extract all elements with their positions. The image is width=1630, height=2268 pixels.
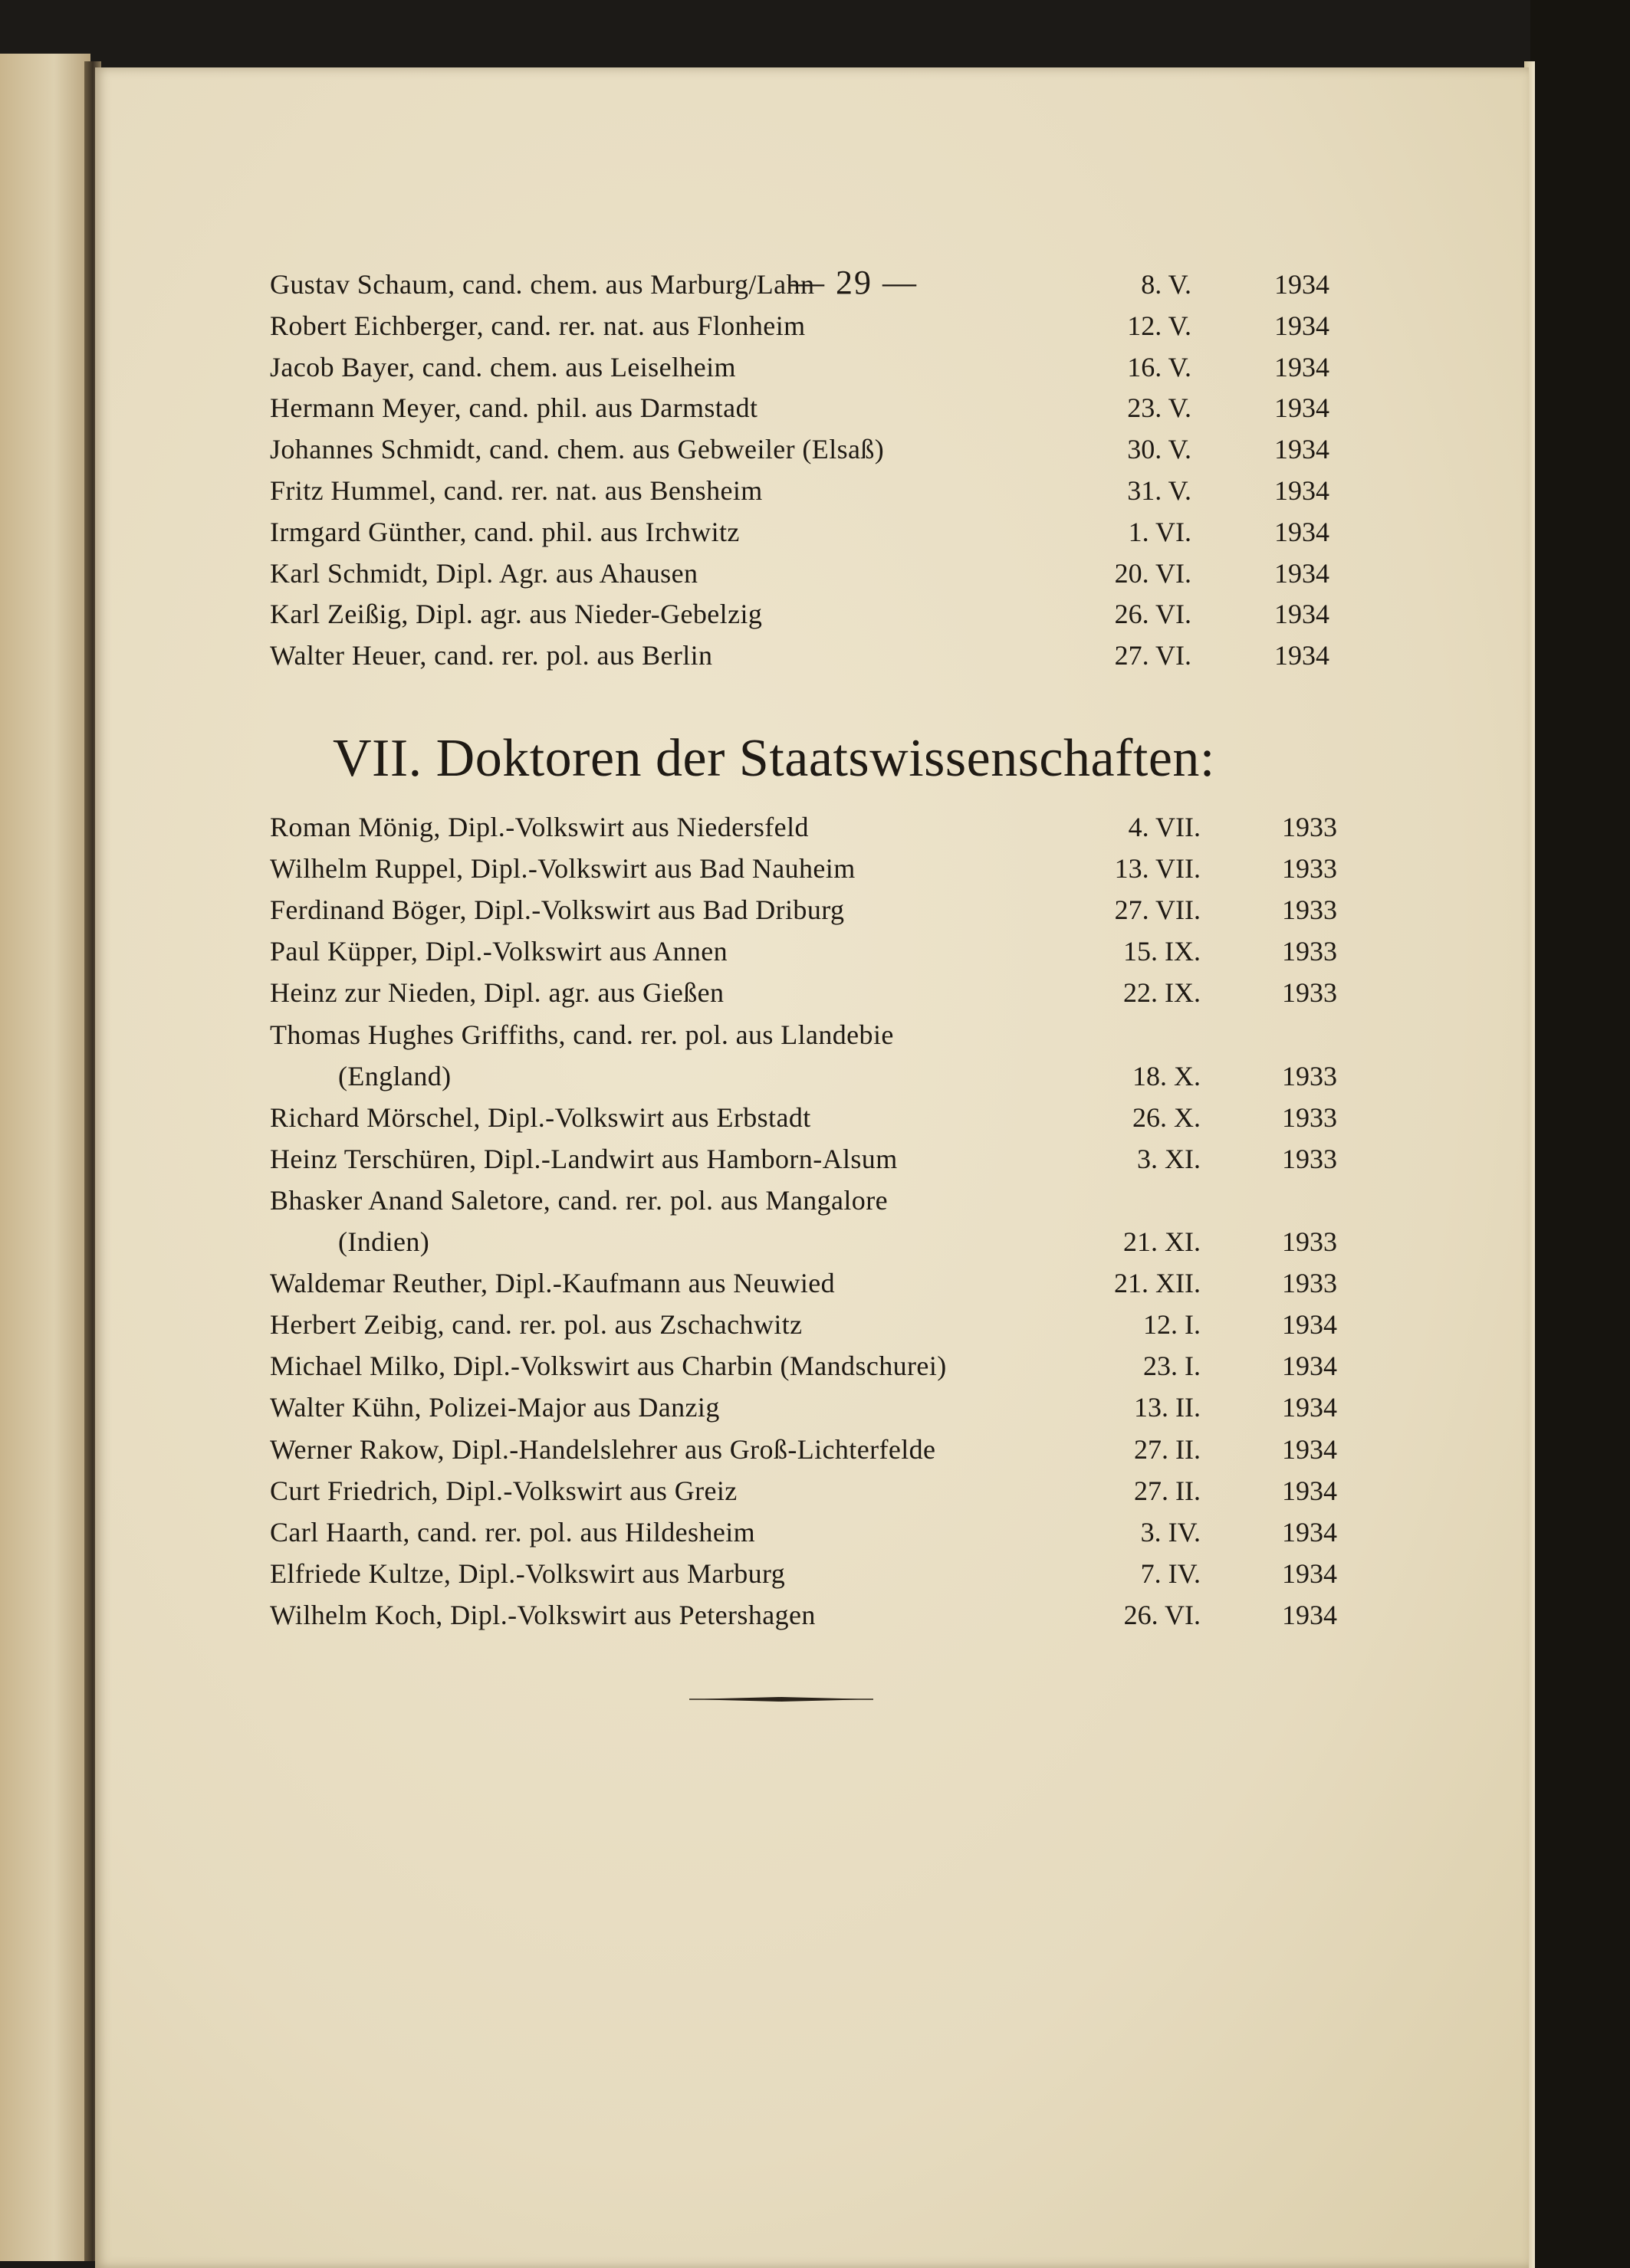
entry-year: 1934	[1282, 1351, 1337, 1382]
entry-date: 26. VI.	[1114, 599, 1191, 630]
list-entry	[95, 1475, 1529, 1516]
entry-date: 27. II.	[1134, 1475, 1201, 1506]
book-page	[95, 67, 1529, 2268]
list-entry	[95, 852, 1529, 894]
entry-date: 16. V.	[1127, 351, 1191, 382]
entry-name: Heinz zur Nieden, Dipl. agr. aus Gießen	[270, 977, 725, 1009]
list-entry	[95, 1060, 1529, 1101]
entry-year: 1933	[1282, 894, 1337, 926]
entry-date: 26. VI.	[1123, 1599, 1201, 1630]
entry-date: 18. X.	[1132, 1060, 1201, 1091]
entry-name: Carl Haarth, cand. rer. pol. aus Hildesheim	[270, 1516, 756, 1548]
entry-name: Robert Eichberger, cand. rer. nat. aus Flonheim	[270, 310, 806, 341]
list-entry	[95, 1184, 1529, 1226]
entry-date: 15. IX.	[1123, 936, 1201, 967]
list-entry	[95, 1391, 1529, 1433]
entry-date: 3. XI.	[1137, 1143, 1201, 1174]
entry-year: 1933	[1282, 812, 1337, 842]
entry-year: 1933	[1282, 1143, 1337, 1174]
entry-date: 13. VII.	[1114, 853, 1201, 885]
page-number: — 29 —	[790, 264, 918, 301]
entry-name: Wilhelm Koch, Dipl.-Volkswirt aus Petershagen	[270, 1599, 816, 1630]
entry-date: 7. IV.	[1140, 1557, 1201, 1589]
entry-name: (Indien)	[338, 1226, 430, 1257]
list-entry	[95, 310, 1529, 351]
entry-year: 1933	[1282, 853, 1337, 885]
entry-year: 1933	[1282, 1268, 1337, 1299]
section-heading: VII. Doktoren der Staatswissenschaften:	[333, 729, 1215, 788]
entry-year: 1933	[1282, 1101, 1337, 1133]
entry-year: 1934	[1274, 269, 1329, 300]
entry-name: Elfriede Kultze, Dipl.-Volkswirt aus Marburg	[270, 1557, 786, 1589]
list-entry	[95, 1433, 1529, 1475]
list-entry	[95, 935, 1529, 976]
entry-date: 20. VI.	[1114, 557, 1191, 589]
list-entry	[95, 1101, 1529, 1143]
list-entry	[95, 1267, 1529, 1308]
entry-date: 27. II.	[1134, 1433, 1201, 1465]
entry-date: 4. VII.	[1128, 812, 1201, 842]
previous-page-edge	[0, 54, 90, 2261]
entry-name: Jacob Bayer, cand. chem. aus Leiselheim	[270, 351, 736, 382]
entry-date: 3. IV.	[1140, 1516, 1201, 1548]
entry-year: 1933	[1282, 1060, 1337, 1091]
list-entry	[95, 598, 1529, 639]
list-entry	[95, 1599, 1529, 1640]
list-entry	[95, 1226, 1529, 1267]
entry-year: 1934	[1274, 351, 1329, 382]
entry-name: Walter Heuer, cand. rer. pol. aus Berlin	[270, 640, 713, 671]
entry-year: 1934	[1274, 516, 1329, 547]
entry-year: 1934	[1282, 1475, 1337, 1506]
list-entry	[95, 1516, 1529, 1557]
entry-date: 27. VII.	[1114, 894, 1201, 926]
list-entry	[95, 557, 1529, 599]
entry-name: Ferdinand Böger, Dipl.-Volkswirt aus Bad Driburg	[270, 894, 845, 926]
entry-name: Karl Schmidt, Dipl. Agr. aus Ahausen	[270, 557, 698, 589]
entry-date: 8. V.	[1141, 269, 1191, 300]
entry-date: 31. V.	[1127, 475, 1191, 506]
list-entry	[95, 268, 1529, 310]
entry-year: 1934	[1282, 1516, 1337, 1548]
entry-name: Johannes Schmidt, cand. chem. aus Gebweiler (Elsaß)	[270, 434, 885, 465]
list-entry	[95, 894, 1529, 935]
entry-date: 1. VI.	[1128, 516, 1191, 547]
entry-name: Curt Friedrich, Dipl.-Volkswirt aus Greiz	[270, 1475, 738, 1506]
list-entry	[95, 811, 1529, 852]
entry-year: 1934	[1274, 557, 1329, 589]
entry-year: 1934	[1282, 1433, 1337, 1465]
list-entry	[95, 639, 1529, 681]
list-entry	[95, 351, 1529, 392]
entry-year: 1934	[1274, 310, 1329, 341]
entry-date: 23. I.	[1143, 1351, 1201, 1382]
entry-year: 1934	[1282, 1392, 1337, 1423]
scanner-background	[1530, 0, 1630, 2268]
entry-year: 1934	[1274, 599, 1329, 630]
entry-name: Waldemar Reuther, Dipl.-Kaufmann aus Neuwied	[270, 1268, 836, 1299]
list-entry	[95, 1350, 1529, 1391]
list-entry	[95, 516, 1529, 557]
entry-year: 1933	[1282, 977, 1337, 1009]
entry-name: Michael Milko, Dipl.-Volkswirt aus Charbin (Mandschurei)	[270, 1351, 947, 1382]
entry-date: 27. VI.	[1114, 640, 1191, 671]
entry-name: Hermann Meyer, cand. phil. aus Darmstadt	[270, 392, 758, 424]
list-entry	[95, 392, 1529, 433]
entry-year: 1933	[1282, 936, 1337, 967]
entry-date: 13. II.	[1134, 1392, 1201, 1423]
entry-name: Walter Kühn, Polizei-Major aus Danzig	[270, 1392, 720, 1423]
page-content	[95, 67, 1529, 2268]
entry-name: (England)	[338, 1060, 452, 1091]
entry-year: 1934	[1274, 640, 1329, 671]
entry-date: 23. V.	[1127, 392, 1191, 424]
entry-name: Gustav Schaum, cand. chem. aus Marburg/Lahn	[270, 269, 815, 300]
entry-year: 1934	[1274, 475, 1329, 506]
entry-name: Thomas Hughes Griffiths, cand. rer. pol. aus Llandebie	[270, 1019, 894, 1050]
entry-year: 1933	[1282, 1226, 1337, 1257]
list-entry	[95, 976, 1529, 1018]
list-entry	[95, 474, 1529, 516]
entry-name: Heinz Terschüren, Dipl.-Landwirt aus Hamborn-Alsum	[270, 1143, 898, 1174]
list-entry	[95, 1143, 1529, 1184]
entry-date: 21. XII.	[1114, 1268, 1201, 1299]
entry-year: 1934	[1282, 1309, 1337, 1341]
entry-date: 30. V.	[1127, 434, 1191, 465]
entry-date: 22. IX.	[1123, 977, 1201, 1009]
entry-name: Karl Zeißig, Dipl. agr. aus Nieder-Gebelzig	[270, 599, 763, 630]
entry-name: Wilhelm Ruppel, Dipl.-Volkswirt aus Bad Nauheim	[270, 853, 856, 885]
entry-year: 1934	[1274, 434, 1329, 465]
entry-name: Fritz Hummel, cand. rer. nat. aus Bensheim	[270, 475, 763, 506]
list-entry	[95, 433, 1529, 474]
entry-year: 1934	[1274, 392, 1329, 424]
entry-date: 12. V.	[1127, 310, 1191, 341]
entry-date: 26. X.	[1132, 1101, 1201, 1133]
entry-name: Herbert Zeibig, cand. rer. pol. aus Zschachwitz	[270, 1309, 803, 1341]
entry-name: Irmgard Günther, cand. phil. aus Irchwitz	[270, 516, 740, 547]
entry-date: 21. XI.	[1123, 1226, 1201, 1257]
entry-name: Roman Mönig, Dipl.-Volkswirt aus Niedersfeld	[270, 812, 809, 842]
list-entry	[95, 1308, 1529, 1350]
entry-name: Paul Küpper, Dipl.-Volkswirt aus Annen	[270, 936, 728, 967]
entry-date: 12. I.	[1143, 1309, 1201, 1341]
closing-ornament-rule	[689, 1696, 873, 1700]
entry-name: Werner Rakow, Dipl.-Handelslehrer aus Groß-Lichterfelde	[270, 1433, 936, 1465]
entry-year: 1934	[1282, 1599, 1337, 1630]
list-entry	[95, 1557, 1529, 1599]
entry-name: Richard Mörschel, Dipl.-Volkswirt aus Erbstadt	[270, 1101, 811, 1133]
entry-name: Bhasker Anand Saletore, cand. rer. pol. aus Mangalore	[270, 1184, 888, 1216]
list-entry	[95, 1019, 1529, 1060]
entry-year: 1934	[1282, 1557, 1337, 1589]
